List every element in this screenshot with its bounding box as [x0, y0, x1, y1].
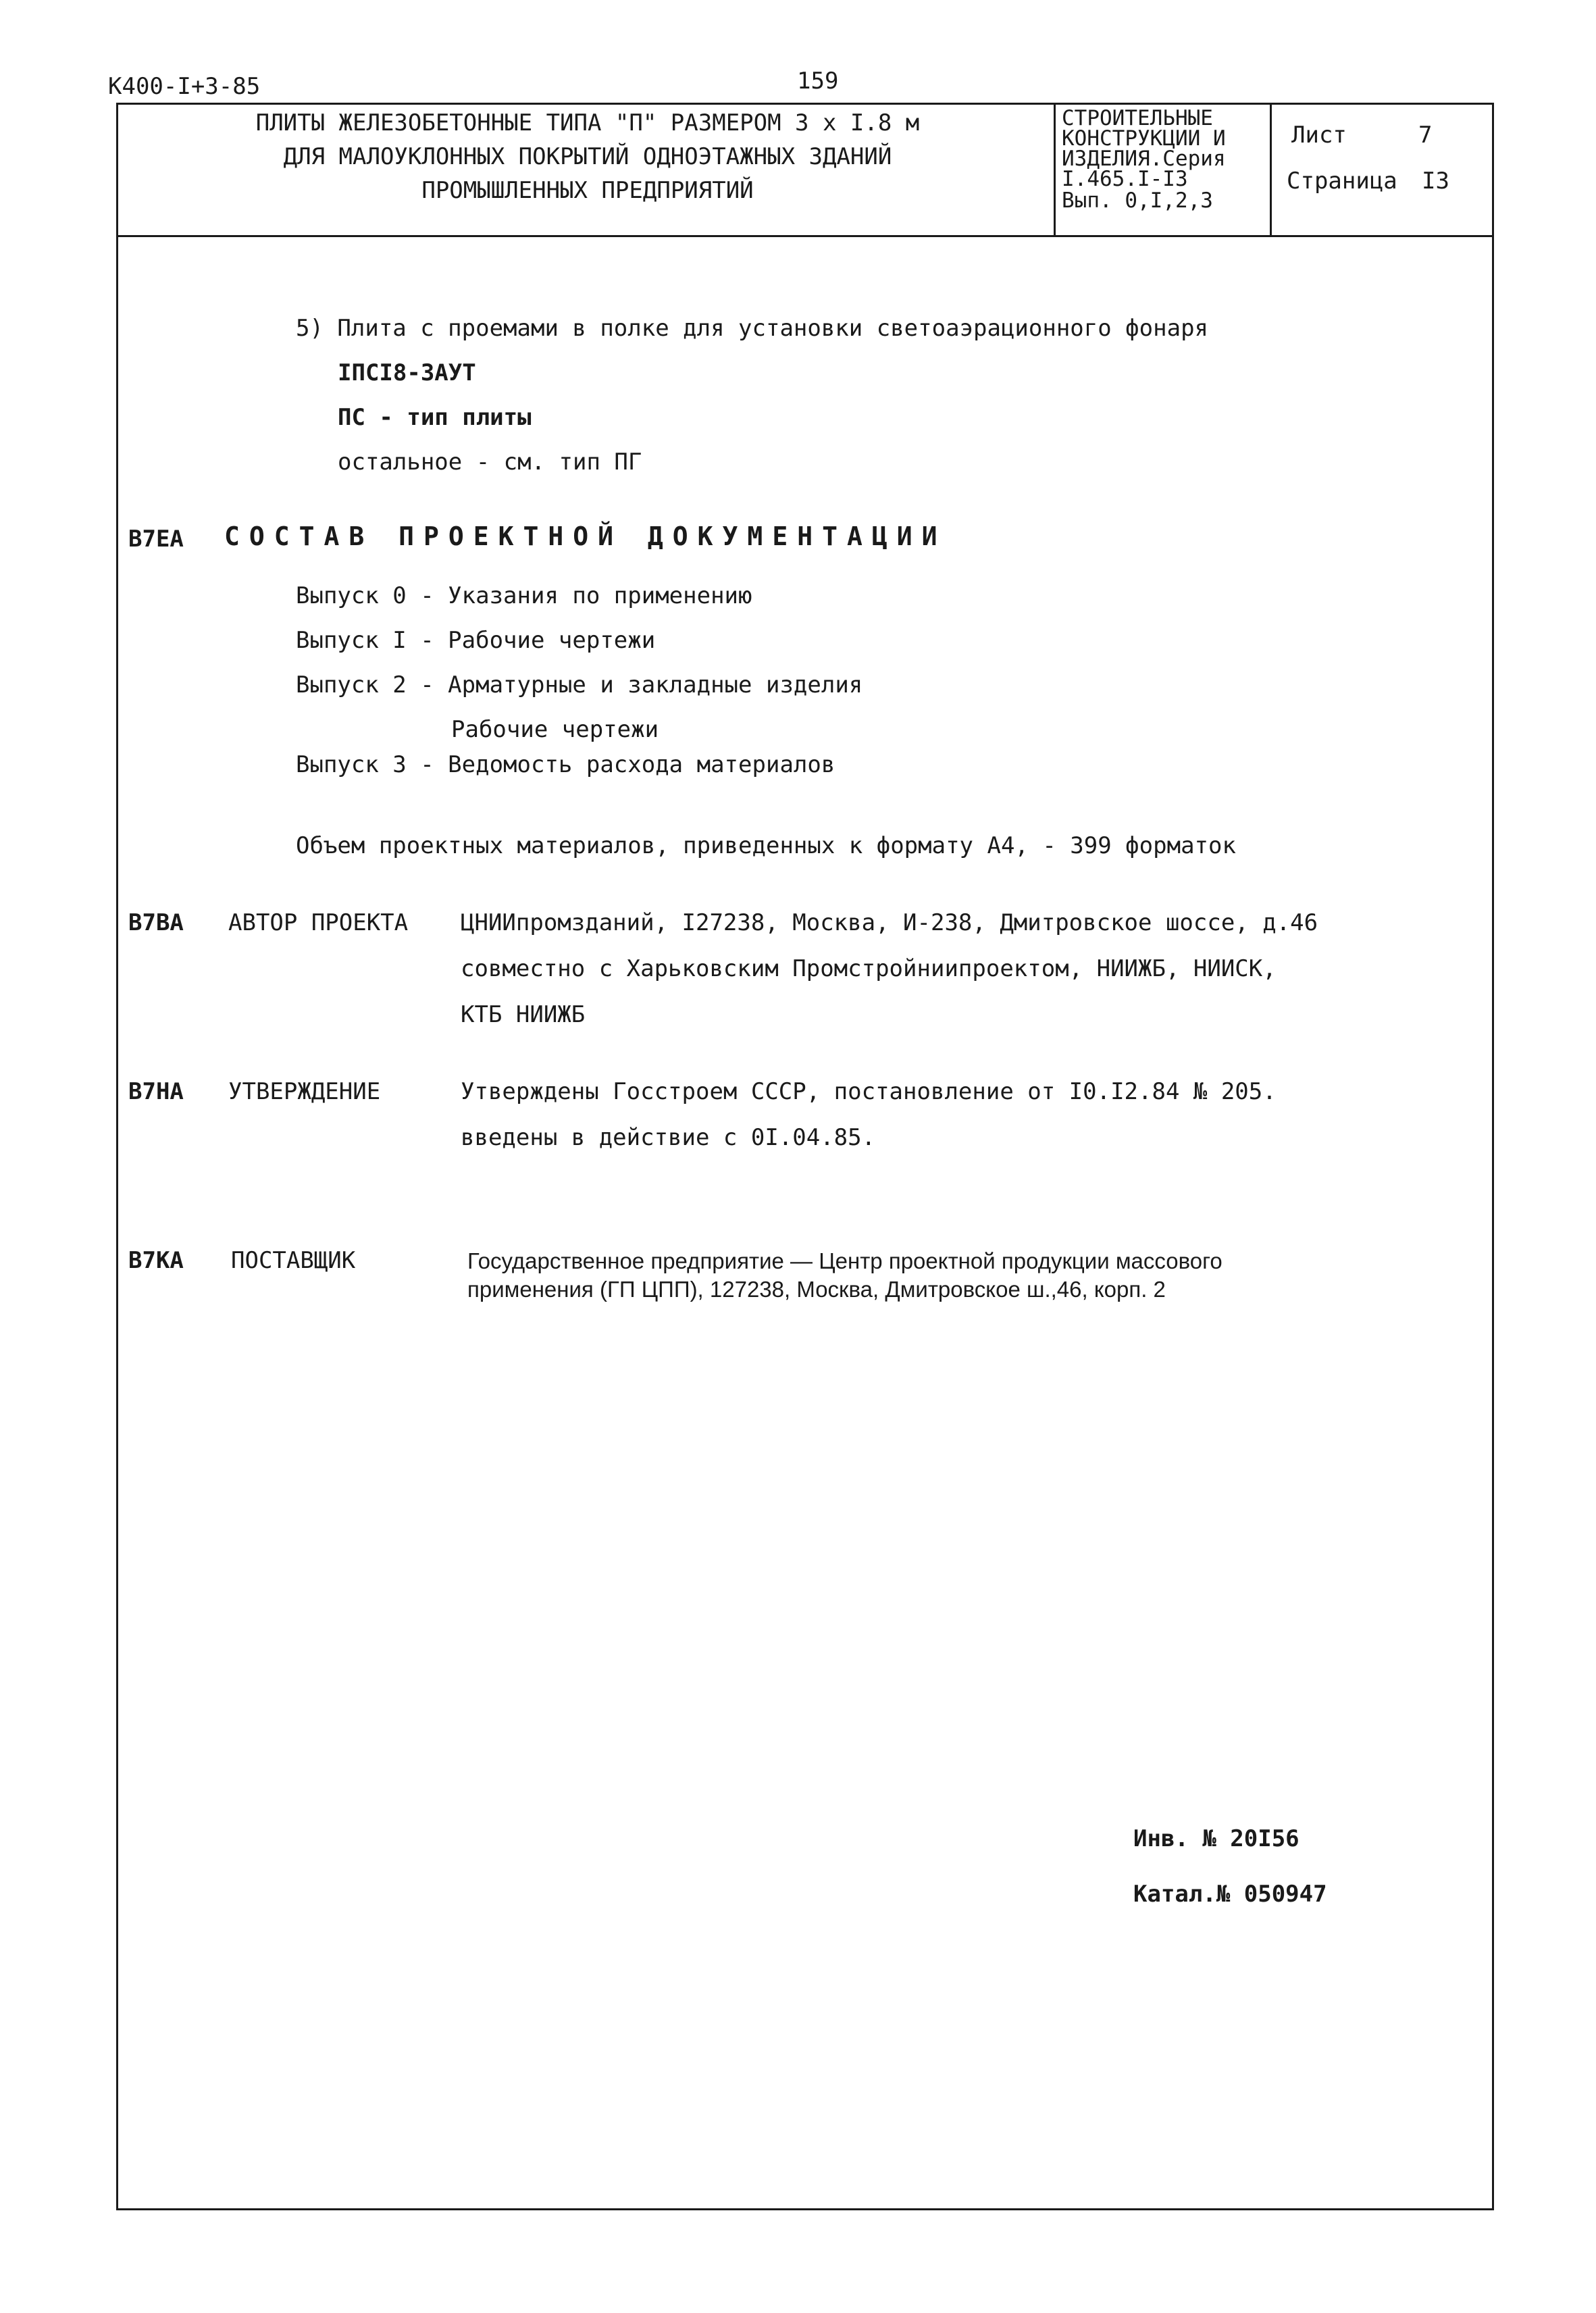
header-column-divider-2 [1270, 103, 1272, 235]
approval-line-1: Утверждены Госстроем СССР, постановление от I0.I2.84 № 205. [461, 1078, 1277, 1105]
composition-volume: Объем проектных материалов, приведенных к формату А4, - 399 форматок [296, 832, 1236, 859]
page-value: I3 [1422, 168, 1449, 195]
composition-line-2: Выпуск I - Рабочие чертежи [296, 627, 656, 654]
composition-line-4: Рабочие чертежи [451, 716, 659, 743]
header-title-line-1: ПЛИТЫ ЖЕЛЕЗОБЕТОННЫЕ ТИПА "П" РАЗМЕРОМ 3 х I.8 м [255, 109, 920, 136]
supplier-line-1: Государственное предприятие — Центр проектной продукции массового [467, 1248, 1222, 1273]
composition-code: В7ЕА [128, 526, 184, 553]
series-line-1: СТРОИТЕЛЬНЫЕ [1062, 106, 1213, 130]
header-divider [116, 235, 1494, 237]
catalog-number: Катал.№ 050947 [1133, 1881, 1327, 1908]
approval-code: В7НА [128, 1078, 184, 1105]
author-label: АВТОР ПРОЕКТА [228, 909, 409, 936]
series-line-5: Вып. 0,I,2,3 [1062, 188, 1213, 213]
composition-line-3: Выпуск 2 - Арматурные и закладные изделия [296, 671, 863, 698]
page-label: Страница [1287, 168, 1397, 195]
inventory-number: Инв. № 20I56 [1133, 1825, 1299, 1852]
supplier-line-2: применения (ГП ЦПП), 127238, Москва, Дмитровское ш.,46, корп. 2 [467, 1277, 1166, 1302]
item5-line-1: 5) Плита с проемами в полке для установки светоаэрационного фонаря [296, 315, 1209, 342]
item5-line-4: остальное - см. тип ПГ [338, 449, 642, 476]
sheet-value: 7 [1418, 122, 1433, 149]
series-line-4: I.465.I-I3 [1062, 167, 1188, 191]
approval-line-2: введены в действие с 0I.04.85. [461, 1124, 876, 1151]
page-number: 159 [797, 68, 839, 95]
item5-line-3: ПС - тип плиты [338, 404, 532, 431]
series-line-2: КОНСТРУКЦИИ И [1062, 126, 1226, 151]
composition-line-1: Выпуск 0 - Указания по применению [296, 582, 752, 609]
author-line-3: КТБ НИИЖБ [461, 1001, 586, 1028]
supplier-label: ПОСТАВЩИК [231, 1247, 356, 1274]
header-title-line-2: ДЛЯ МАЛОУКЛОННЫХ ПОКРЫТИЙ ОДНОЭТАЖНЫХ ЗДАНИЙ [283, 143, 892, 170]
series-line-3: ИЗДЕЛИЯ.Серия [1062, 147, 1226, 171]
composition-line-5: Выпуск 3 - Ведомость расхода материалов [296, 751, 835, 778]
composition-heading: СОСТАВ ПРОЕКТНОЙ ДОКУМЕНТАЦИИ [224, 522, 947, 551]
author-line-2: совместно с Харьковским Промстройниипроектом, НИИЖБ, НИИСК, [461, 955, 1277, 982]
author-line-1: ЦНИИпромзданий, I27238, Москва, И-238, Дмитровское шоссе, д.46 [461, 909, 1318, 936]
document-code: К400-I+3-85 [108, 73, 261, 100]
approval-label: УТВЕРЖДЕНИЕ [228, 1078, 381, 1105]
supplier-code: В7КА [128, 1247, 184, 1274]
header-title-line-3: ПРОМЫШЛЕННЫХ ПРЕДПРИЯТИЙ [421, 177, 754, 204]
author-code: В7ВА [128, 909, 184, 936]
sheet-label: Лист [1291, 122, 1347, 149]
header-column-divider-1 [1054, 103, 1056, 235]
item5-line-2: IПСI8-3АУТ [338, 359, 476, 386]
